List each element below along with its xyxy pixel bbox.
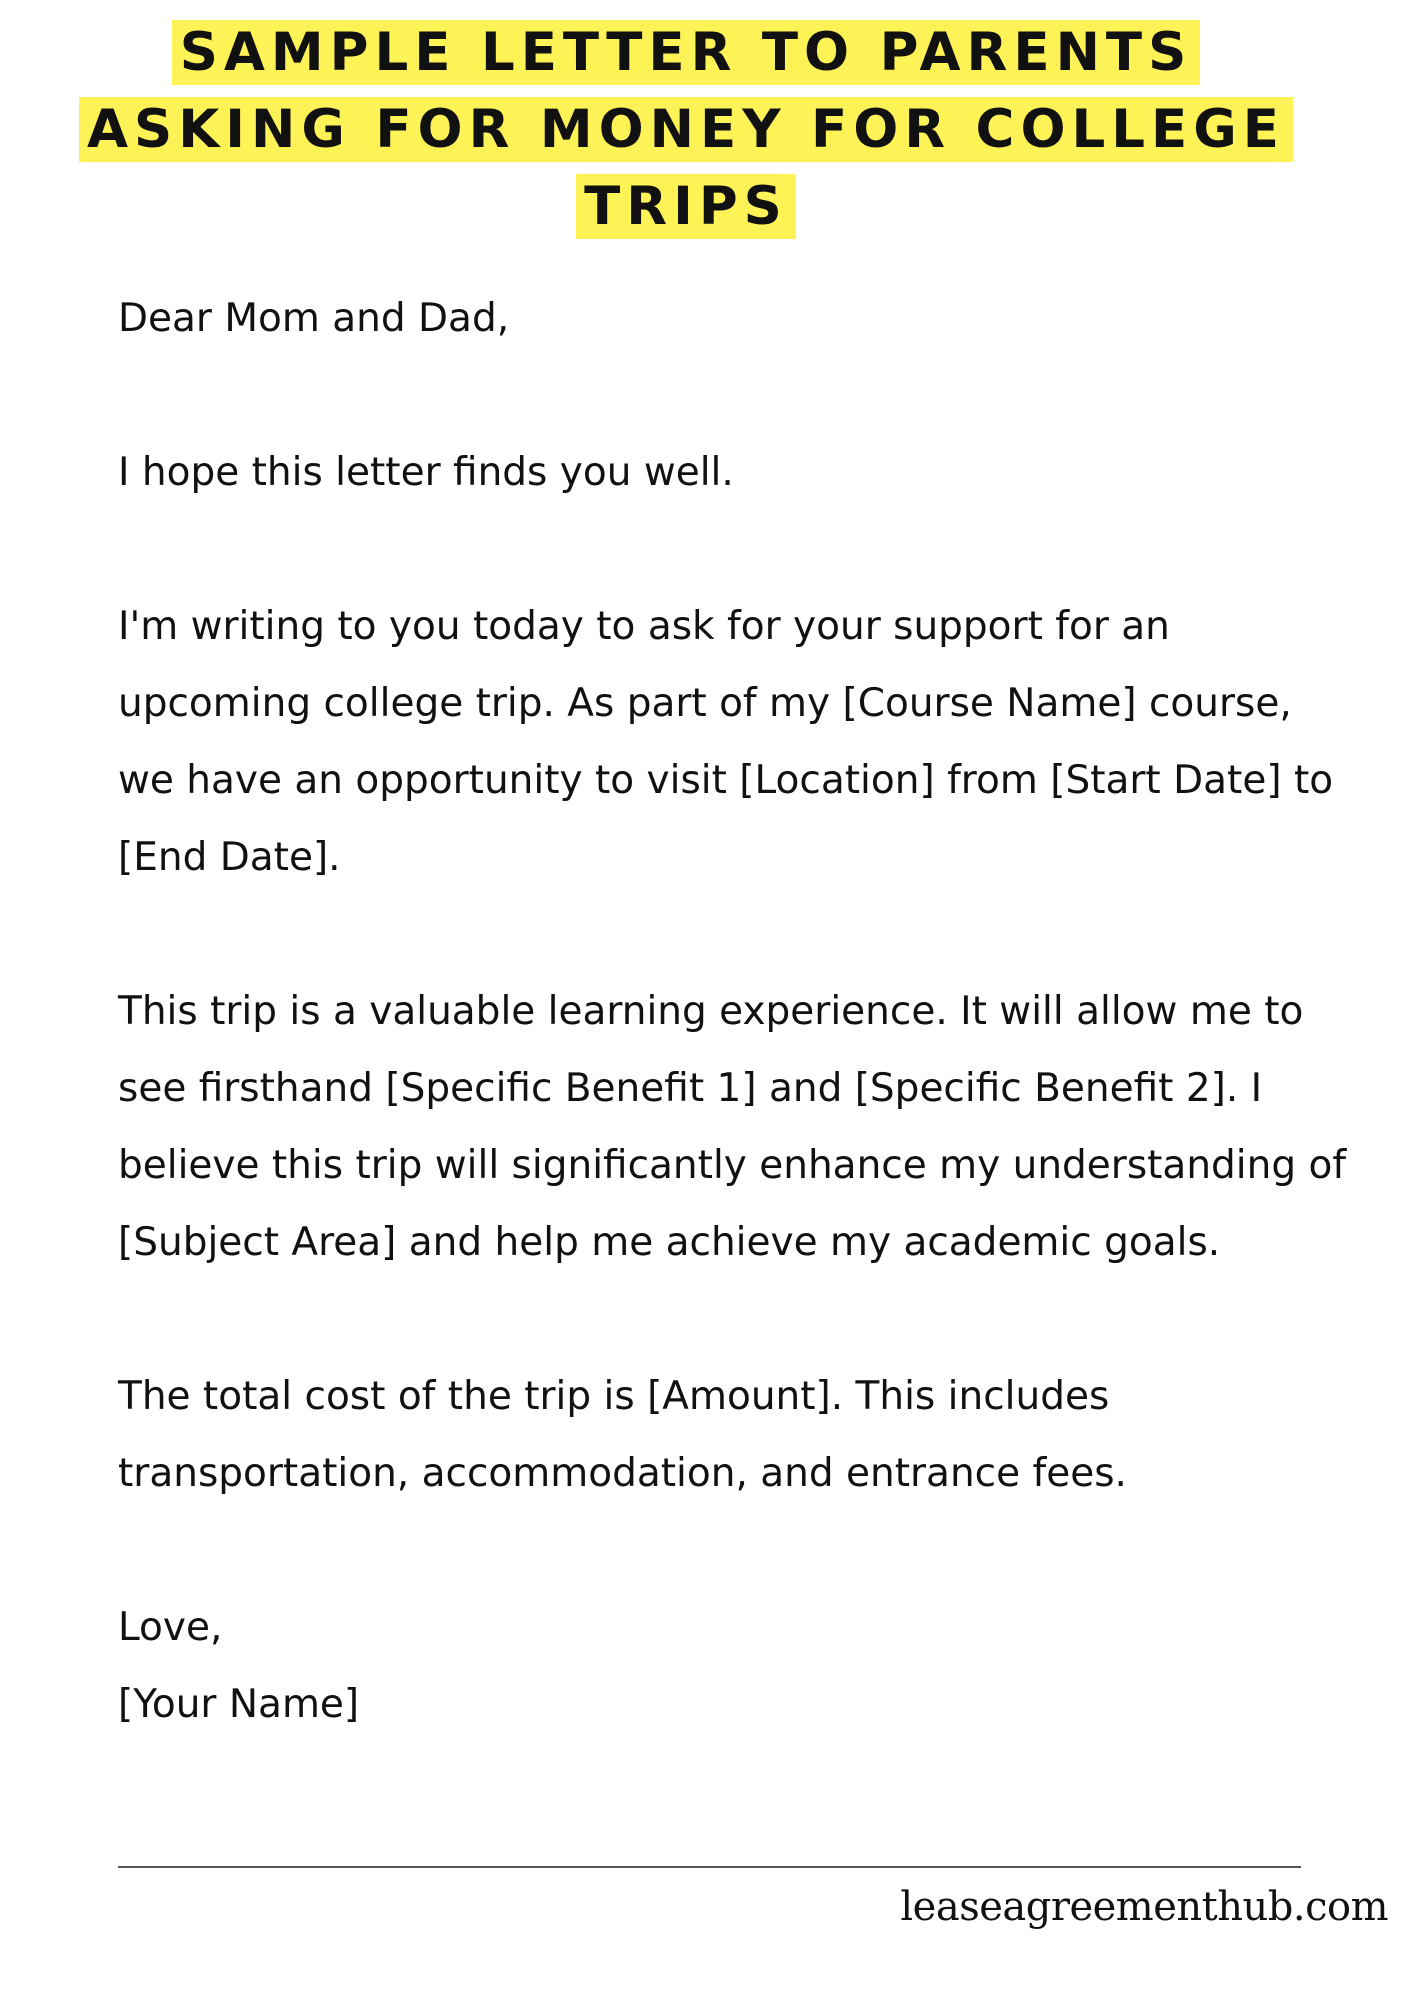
letter-title (40, 14, 1332, 245)
title-highlight: SAMPLE LETTER TO PARENTS ASKING FOR MONEY FOR COLLEGE TRIPS (79, 20, 1293, 239)
footer-divider (118, 1866, 1301, 1868)
closing: Love, (118, 1605, 223, 1650)
paragraph-benefits: This trip is a valuable learning experience. It will allow me to see firsthand [Specific Benefit 1] and [Specific Benefit 2]. I believe this trip will significantly enhance my understanding of [Subject Area] and help me achieve my academic goals. (118, 989, 1347, 1265)
salutation: Dear Mom and Dad, (118, 296, 510, 341)
footer-site: leaseagreementhub.com (900, 1884, 1388, 1930)
paragraph-greeting: I hope this letter finds you well. (118, 450, 734, 495)
paragraph-request: I'm writing to you today to ask for your support for an upcoming college trip. As part of my [Course Name] course, we have an opportunity to visit [Location] from [Start Date] to [End Date]. (118, 604, 1334, 880)
closing-block (118, 1589, 1348, 1743)
letter-body (118, 280, 1348, 1743)
paragraph-cost: The total cost of the trip is [Amount]. This includes transportation, accommodation, and entrance fees. (118, 1374, 1127, 1496)
signature: [Your Name] (118, 1682, 360, 1727)
